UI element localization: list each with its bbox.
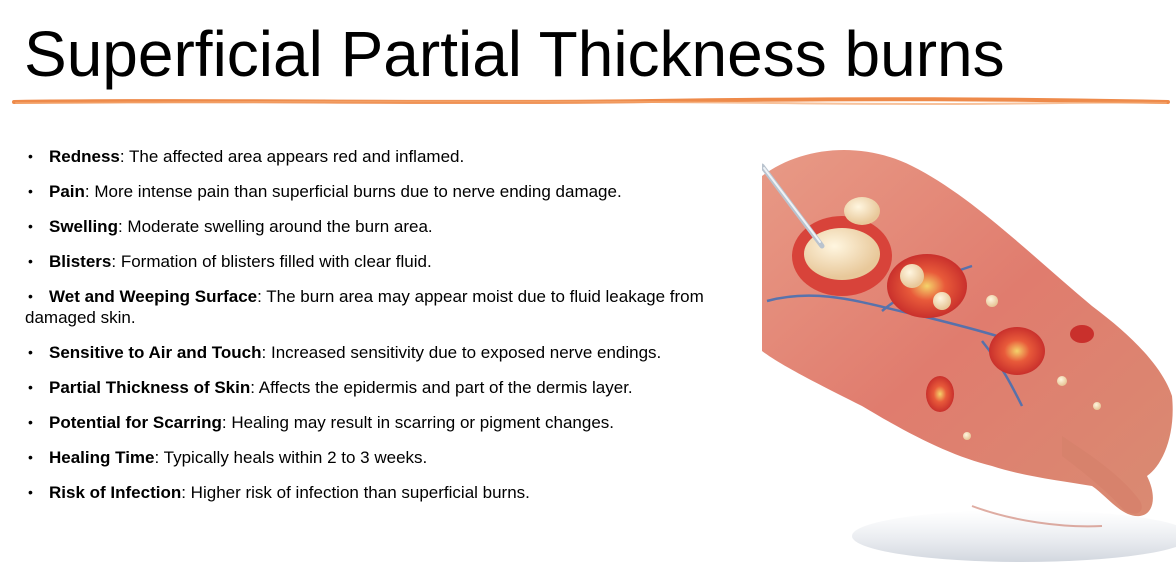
bullet-dot: • [28, 218, 33, 234]
bullet-text: : Typically heals within 2 to 3 weeks. [154, 448, 428, 467]
bullet-term: Partial Thickness of Skin [49, 378, 251, 397]
bullet-list [25, 146, 745, 517]
bullet-term: Pain [49, 182, 85, 201]
bullet-term: Wet and Weeping Surface [49, 287, 258, 306]
bullet-term: Redness [49, 147, 120, 166]
bullet-term: Healing Time [49, 448, 155, 467]
bullet-text: : Healing may result in scarring or pigment changes. [221, 413, 615, 432]
bullet-dot: • [28, 344, 33, 360]
bullet-text: : Moderate swelling around the burn area. [117, 217, 433, 236]
bullet-term: Swelling [49, 217, 118, 236]
title-underline [12, 94, 1172, 108]
bullet-term: Potential for Scarring [49, 413, 222, 432]
list-item [25, 447, 745, 468]
bullet-text: : Increased sensitivity due to exposed nerve endings. [261, 343, 662, 362]
bullet-dot: • [28, 288, 33, 304]
slide-title: Superficial Partial Thickness burns [24, 18, 1005, 90]
bullet-term: Sensitive to Air and Touch [49, 343, 262, 362]
list-item [25, 377, 745, 398]
bullet-term: Blisters [49, 252, 112, 271]
list-item [25, 412, 745, 433]
bullet-dot: • [28, 414, 33, 430]
burned-arm-illustration [762, 136, 1176, 568]
bullet-dot: • [28, 253, 33, 269]
list-item [25, 251, 745, 272]
bullet-text: : Higher risk of infection than superficial burns. [181, 483, 530, 502]
list-item [25, 286, 745, 328]
list-item [25, 181, 745, 202]
bullet-dot: • [28, 148, 33, 164]
bullet-text: : The affected area appears red and inflamed. [119, 147, 465, 166]
list-item [25, 146, 745, 167]
bullet-dot: • [28, 484, 33, 500]
bullet-text: : The burn area may appear moist due to fluid leakage from damaged skin. [25, 287, 704, 327]
bullet-dot: • [28, 183, 33, 199]
list-item [25, 216, 745, 237]
bullet-dot: • [28, 449, 33, 465]
bullet-dot: • [28, 379, 33, 395]
list-item [25, 342, 745, 363]
bullet-text: : More intense pain than superficial burns due to nerve ending damage. [84, 182, 622, 201]
list-item [25, 482, 745, 503]
bullet-text: : Formation of blisters filled with clear fluid. [111, 252, 432, 271]
bullet-text: : Affects the epidermis and part of the dermis layer. [250, 378, 633, 397]
bullet-term: Risk of Infection [49, 483, 182, 502]
